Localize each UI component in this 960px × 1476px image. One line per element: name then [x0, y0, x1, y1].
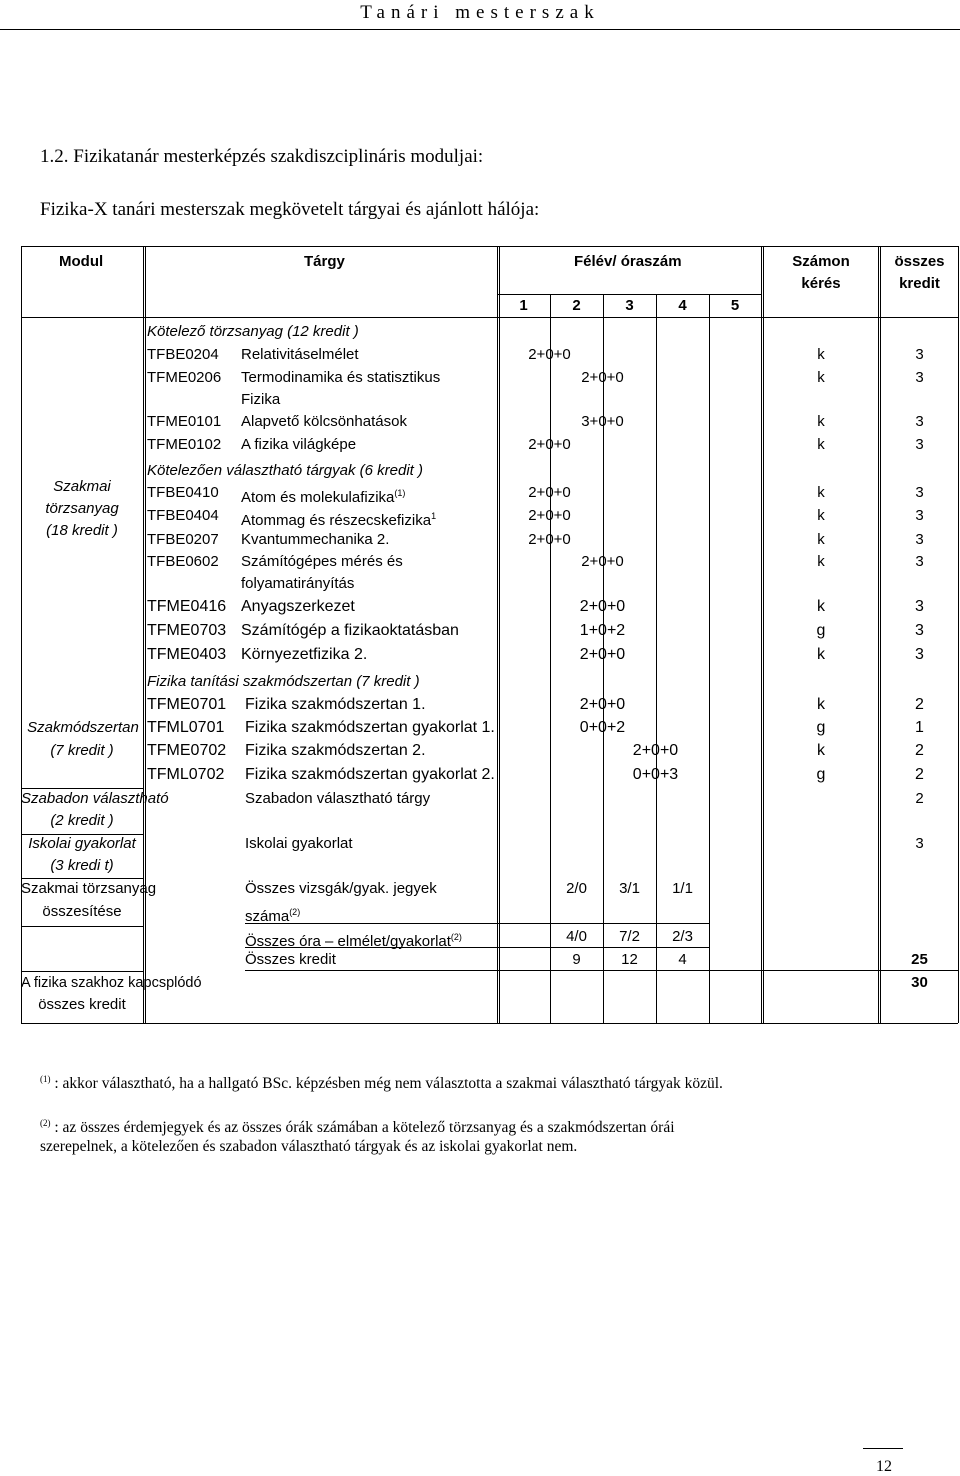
course-exam: k: [817, 696, 825, 713]
course-hours: 2+0+0: [528, 531, 571, 548]
course-hours: 3+0+0: [581, 413, 624, 430]
rule-modul-4: [21, 926, 143, 927]
course-hours: 2+0+0: [579, 646, 626, 663]
course-code: TFME0206: [147, 369, 222, 386]
course-credit: 3: [915, 346, 924, 363]
course-credit: 3: [915, 598, 924, 615]
course-name: [241, 344, 359, 366]
course-name-text: Termodinamika és statisztikus: [241, 369, 441, 386]
course-code: TFBE0204: [147, 346, 219, 363]
course-hours: 2+0+0: [528, 507, 571, 524]
summary-kredit-sem2: 12: [621, 951, 638, 968]
course-exam: k: [817, 484, 825, 501]
course-name-text: Számítógépes mérés és: [241, 553, 403, 570]
course-name-text: Fizika szakmódszertan gyakorlat 1.: [245, 719, 495, 736]
course-name: [245, 694, 426, 716]
summary-ora-sem3: 2/3: [672, 928, 693, 945]
summary-vizsga-sup: (2): [289, 907, 301, 917]
course-name: [241, 551, 403, 573]
course-credit: 3: [915, 531, 924, 548]
course-credit: 2: [915, 766, 924, 783]
course-name: [241, 434, 356, 456]
footnote-2-mark: (2): [40, 1118, 51, 1128]
section-heading: 1.2. Fizikatanár mesterképzés szakdiszciplináris moduljai:: [40, 146, 484, 167]
summary-kredit-sem1: 9: [572, 951, 581, 968]
rule-summary-1: [245, 923, 710, 924]
rule-top: [21, 246, 958, 247]
modul-iskolai-2: (3 kredi t): [50, 857, 114, 874]
header-sem-2: 2: [572, 297, 581, 314]
course-exam: k: [817, 436, 825, 453]
rule-bottom: [21, 1023, 958, 1024]
course-code: TFBE0410: [147, 484, 219, 501]
course-name: [245, 764, 495, 786]
course-name: [241, 505, 436, 532]
course-credit: 2: [915, 696, 924, 713]
course-name-text: A fizika világképe: [241, 436, 357, 453]
header-szamonkeres-1: Számon: [792, 253, 850, 270]
course-name-text: Anyagszerkezet: [241, 598, 355, 615]
modul-szakmai-3: (18 kredit ): [46, 522, 118, 539]
course-exam: k: [817, 531, 825, 548]
summary-vizsga-sem3: 1/1: [672, 880, 693, 897]
course-name-text: Alapvető kölcsönhatások: [241, 413, 407, 430]
course-exam: k: [817, 413, 825, 430]
course-name: [241, 411, 407, 433]
modul-szabadon-2: (2 kredit ): [50, 812, 114, 829]
summary-kredit-sem3: 4: [678, 951, 687, 968]
course-credit: 1: [915, 719, 924, 736]
course-code: TFME0403: [147, 646, 227, 663]
footnote-2-text-2: szerepelnek, a kötelezően és szabadon választható tárgyak és az iskolai gyakorlat nem.: [40, 1138, 578, 1155]
course-name-line2: Fizika: [241, 391, 281, 408]
course-exam: k: [817, 369, 825, 386]
course-name: [241, 644, 367, 666]
modul-osszesites-2: összesítése: [42, 903, 122, 920]
course-name-text: Fizika szakmódszertan gyakorlat 2.: [245, 766, 495, 783]
course-hours: 2+0+0: [632, 742, 679, 759]
szabadon-row-name: Szabadon választható tárgy: [245, 790, 431, 807]
kapcsolodo-total: 30: [911, 974, 928, 991]
summary-ora-label: Összes óra – elmélet/gyakorlat: [245, 933, 451, 950]
modul-kapcsolodo-1: A fizika szakhoz kapcsplódó: [21, 975, 202, 991]
course-hours: 1+0+2: [579, 622, 626, 639]
footer-rule: [863, 1448, 903, 1449]
running-header-title: Tanári mesterszak: [360, 2, 600, 23]
border-right: [958, 246, 959, 1023]
course-exam: g: [816, 719, 826, 736]
course-credit: 3: [915, 436, 924, 453]
summary-kredit-label: Összes kredit: [245, 951, 336, 968]
course-hours: 2+0+0: [581, 553, 624, 570]
course-name-text: Kvantummechanika 2.: [241, 531, 390, 548]
course-exam: k: [817, 507, 825, 524]
course-hours: 2+0+0: [579, 598, 626, 615]
modul-kapcsolodo-2: összes kredit: [38, 996, 126, 1013]
course-code: TFBE0207: [147, 531, 219, 548]
course-name: [241, 596, 355, 618]
page-number: 12: [876, 1458, 892, 1475]
summary-ora-sem1: 4/0: [566, 928, 587, 945]
course-hours: 2+0+0: [579, 696, 626, 713]
course-exam: k: [817, 598, 825, 615]
footnote-1-text: : akkor választható, ha a hallgató BSc. képzésben még nem választotta a szakmai választható tárgyak közül.: [54, 1075, 723, 1093]
course-credit: 3: [915, 646, 924, 663]
course-exam: g: [816, 766, 826, 783]
course-code: TFME0703: [147, 622, 227, 639]
modul-osszesites-1: Szakmai törzsanyag: [21, 880, 157, 897]
group-tanitasi: Fizika tanítási szakmódszertan (7 kredit ): [147, 673, 420, 690]
course-exam: k: [817, 742, 825, 759]
summary-vizsga-label: Összes vizsgák/gyak. jegyek: [245, 880, 437, 897]
header-modul: Modul: [59, 253, 104, 270]
divider-felev: [497, 246, 500, 1023]
header-kredit-1: összes: [894, 253, 945, 270]
course-name: [245, 717, 495, 739]
divider-modul: [143, 246, 146, 1023]
course-name-text: Fizika szakmódszertan 1.: [245, 696, 426, 713]
summary-vizsga-label-2-text: száma: [245, 908, 290, 925]
course-name: [241, 529, 389, 551]
course-name-text: Atom és molekulafizika: [241, 489, 395, 506]
course-code: TFBE0404: [147, 507, 219, 524]
course-name: [245, 740, 426, 762]
footnote-1: [40, 1068, 723, 1095]
header-szamonkeres-2: kérés: [801, 275, 841, 292]
course-credit: 3: [915, 622, 924, 639]
summary-ora-sem2: 7/2: [619, 928, 640, 945]
course-hours: 2+0+0: [528, 484, 571, 501]
course-code: TFME0701: [147, 696, 227, 713]
header-targy: Tárgy: [304, 253, 345, 270]
header-sem-5: 5: [730, 297, 740, 314]
course-exam: g: [816, 622, 826, 639]
header-rule: [0, 29, 960, 30]
course-exam: k: [817, 553, 825, 570]
header-kredit-2: kredit: [899, 275, 940, 292]
rule-summary-2: [245, 947, 710, 948]
summary-kredit-total: 25: [911, 951, 928, 968]
course-credit: 3: [915, 413, 924, 430]
course-name-sup: 1: [431, 511, 437, 521]
footnote-1-mark: (1): [40, 1074, 51, 1084]
table-title: Fizika-X tanári mesterszak megkövetelt tárgyai és ajánlott hálója:: [40, 199, 540, 220]
course-hours: 2+0+0: [528, 346, 571, 363]
divider-sem-3: [656, 294, 657, 1023]
course-code: TFBE0602: [147, 553, 219, 570]
modul-iskolai-1: Iskolai gyakorlat: [28, 835, 136, 852]
rule-summary-3: [245, 970, 958, 971]
course-exam: k: [817, 346, 825, 363]
group-kotelezo: Kötelező törzsanyag (12 kredit ): [147, 323, 359, 340]
summary-ora-sup: (2): [450, 932, 462, 942]
modul-szakmodszertan-2: (7 kredit ): [50, 742, 114, 759]
iskolai-row-credit: 3: [915, 835, 924, 852]
course-name-text: Fizika szakmódszertan 2.: [245, 742, 426, 759]
course-code: TFML0702: [147, 766, 225, 783]
course-exam: k: [817, 646, 825, 663]
iskolai-row-name: Iskolai gyakorlat: [245, 835, 353, 852]
course-credit: 3: [915, 553, 924, 570]
modul-szabadon-1: Szabadon választható: [21, 790, 169, 807]
course-code: TFME0702: [147, 742, 227, 759]
course-code: TFME0101: [147, 413, 222, 430]
course-credit: 2: [915, 742, 924, 759]
rule-header-bottom: [21, 317, 958, 318]
course-hours: 0+0+2: [579, 719, 626, 736]
footnote-2-text-1: : az összes érdemjegyek és az összes órák számában a kötelező törzsanyag és a szakmódszertan órái: [54, 1119, 675, 1137]
course-credit: 3: [915, 484, 924, 501]
course-credit: 3: [915, 507, 924, 524]
course-code: TFME0102: [147, 436, 222, 453]
curriculum-table: [21, 246, 959, 1024]
header-sem-4: 4: [678, 297, 687, 314]
course-hours: 2+0+0: [528, 436, 571, 453]
szabadon-row-credit: 2: [915, 790, 924, 807]
divider-sem-4: [709, 294, 710, 1023]
course-hours: 0+0+3: [632, 766, 679, 783]
course-name-sup: (1): [394, 488, 406, 498]
modul-szakmai-1: Szakmai: [53, 478, 111, 495]
divider-sem-1: [550, 294, 551, 1023]
summary-vizsga-sem2: 3/1: [619, 880, 640, 897]
course-name-text: Számítógép a fizikaoktatásban: [241, 622, 459, 639]
header-felev: Félév/ óraszám: [574, 253, 682, 270]
header-sem-1: 1: [519, 297, 528, 314]
modul-szakmodszertan-1: Szakmódszertan: [27, 719, 139, 736]
course-name-text: Környezetfizika 2.: [241, 646, 368, 663]
modul-szakmai-2: törzsanyag: [45, 500, 119, 517]
course-code: TFML0701: [147, 719, 225, 736]
course-name: [241, 620, 459, 642]
course-credit: 3: [915, 369, 924, 386]
course-name: [241, 367, 440, 389]
header-sem-3: 3: [625, 297, 634, 314]
course-code: TFME0416: [147, 598, 227, 615]
course-hours: 2+0+0: [581, 369, 624, 386]
course-name-line2: folyamatirányítás: [241, 575, 355, 592]
course-name-text: Atommag és részecskefizika: [241, 512, 432, 529]
summary-vizsga-sem1: 2/0: [566, 880, 587, 897]
group-valaszthato: Kötelezően választható tárgyak (6 kredit ): [147, 462, 423, 479]
course-name-text: Relativitáselmélet: [241, 346, 359, 363]
